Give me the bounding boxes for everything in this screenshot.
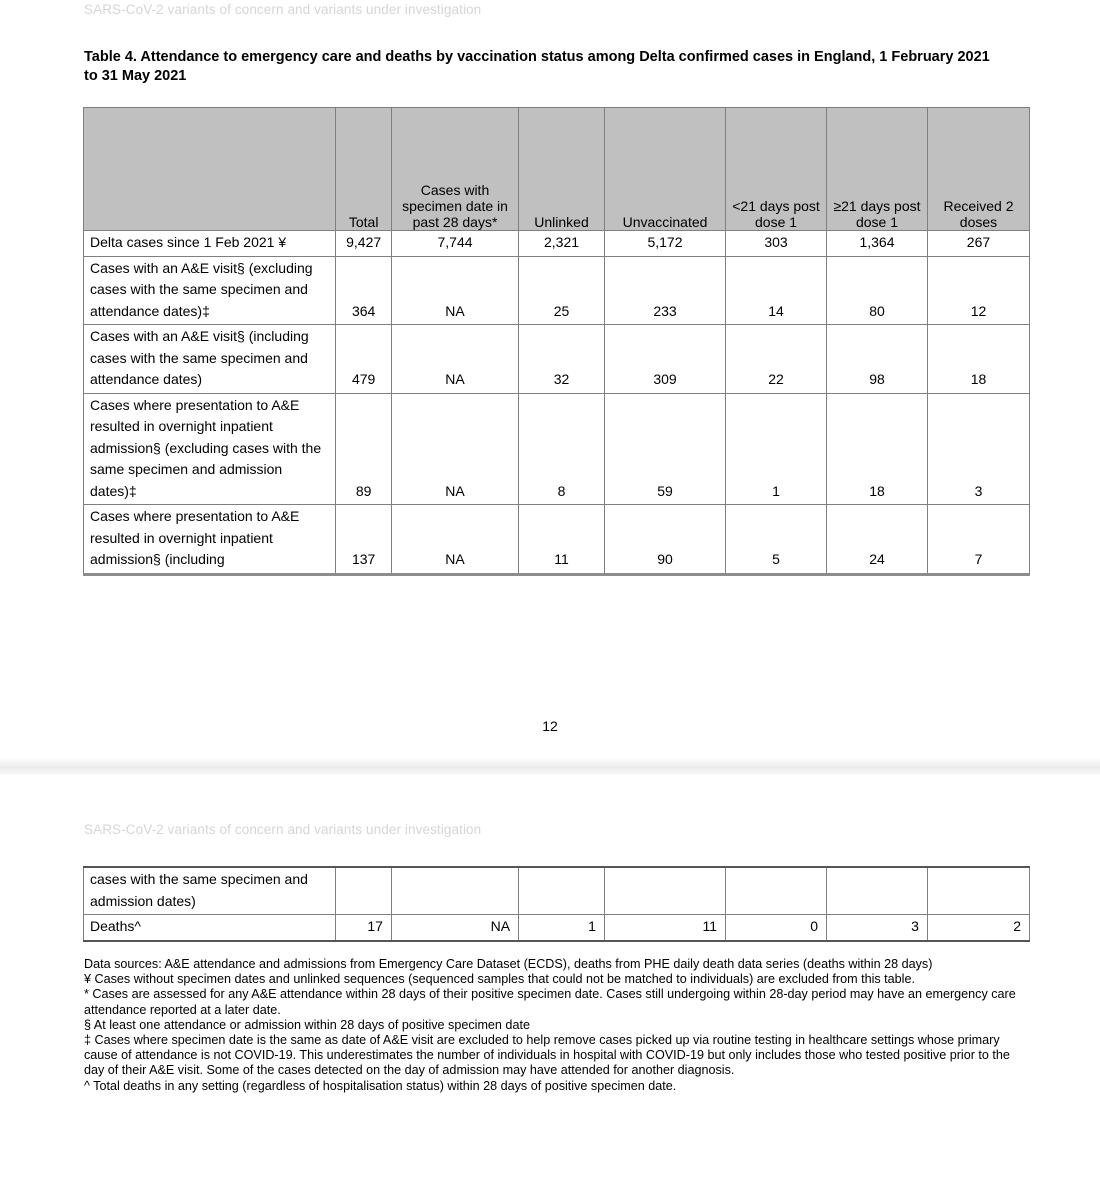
cell-specimen-28-days [391,867,518,915]
data-table-page-1 [83,107,1030,576]
cell-lt21-post-dose-1: 1 [726,393,827,505]
cell-received-2-doses: 2 [927,915,1029,941]
cell-ge21-post-dose-1: 3 [827,915,928,941]
footnote-yen: ¥ Cases without specimen dates and unlinked sequences (sequenced samples that could not be matched to individuals) are excluded from this table. [84,972,915,987]
cell-total: 17 [336,915,392,941]
cell-ge21-post-dose-1: 1,364 [827,231,928,257]
column-header-ge21-post-dose-1: ≥21 days post dose 1 [827,108,928,231]
cell-ge21-post-dose-1 [827,867,928,915]
cell-total: 89 [336,393,392,505]
cell-received-2-doses: 7 [927,505,1029,575]
footnote-section: § At least one attendance or admission within 28 days of positive specimen date [84,1017,530,1032]
cell-specimen-28-days: NA [391,915,518,941]
cell-unvaccinated: 11 [604,915,725,941]
cell-unlinked: 1 [519,915,605,941]
cell-received-2-doses: 18 [927,325,1029,394]
cell-unlinked: 25 [519,256,605,325]
column-header-unvaccinated: Unvaccinated [604,108,725,231]
cell-total: 137 [336,505,392,575]
row-label: Cases with an A&E visit§ (including cases with the same specimen and attendance dates) [84,325,336,394]
column-header-received-2-doses: Received 2 doses [927,108,1029,231]
table-row [84,915,1030,941]
cell-total: 9,427 [336,231,392,257]
table-body-page-2 [84,867,1030,941]
page-break-divider [0,758,1100,776]
cell-ge21-post-dose-1: 80 [827,256,928,325]
row-label: Cases where presentation to A&E resulted in overnight inpatient admission§ (excluding cases with the same specimen and admission dates)‡ [84,393,336,505]
cell-unlinked [519,867,605,915]
cell-unvaccinated: 309 [604,325,725,394]
footnote-data-sources: Data sources: A&E attendance and admissions from Emergency Care Dataset (ECDS), deaths from PHE daily death data series (deaths within 28 days) [84,957,933,971]
cell-unlinked: 2,321 [519,231,605,257]
running-header: SARS-CoV-2 variants of concern and variants under investigation [84,822,482,837]
row-label: Cases with an A&E visit§ (excluding cases with the same specimen and attendance dates)‡ [84,256,336,325]
page-number: 12 [542,718,558,734]
table-row [84,231,1030,257]
table-row [84,256,1030,325]
table-body-page-1 [84,231,1030,575]
cell-lt21-post-dose-1: 0 [726,915,827,941]
cell-ge21-post-dose-1: 18 [827,393,928,505]
cell-total: 479 [336,325,392,394]
cell-unlinked: 32 [519,325,605,394]
running-header: SARS-CoV-2 variants of concern and variants under investigation [84,2,482,17]
row-label: Cases where presentation to A&E resulted in overnight inpatient admission§ (including [84,505,336,575]
footnote-caret: ^ Total deaths in any setting (regardless of hospitalisation status) within 28 days of positive specimen date. [84,1078,677,1093]
cell-received-2-doses: 267 [927,231,1029,257]
cell-unvaccinated: 90 [604,505,725,575]
cell-unvaccinated: 59 [604,393,725,505]
cell-specimen-28-days: NA [391,393,518,505]
cell-total [336,867,392,915]
cell-lt21-post-dose-1: 303 [726,231,827,257]
row-label: Deaths^ [84,915,336,941]
column-header-label [84,108,336,231]
cell-received-2-doses: 3 [927,393,1029,505]
cell-unlinked: 8 [519,393,605,505]
table-row [84,325,1030,394]
cell-ge21-post-dose-1: 98 [827,325,928,394]
cell-lt21-post-dose-1 [726,867,827,915]
column-header-total: Total [336,108,392,231]
cell-unlinked: 11 [519,505,605,575]
row-label: Delta cases since 1 Feb 2021 ¥ [84,231,336,257]
data-table-page-2 [83,866,1030,942]
footnote-asterisk: * Cases are assessed for any A&E attendance within 28 days of their positive specimen date. Cases still undergoing within 28-day period may have an emergency care attendance reported at a later date. [84,987,1016,1017]
cell-lt21-post-dose-1: 5 [726,505,827,575]
table-header [84,108,1030,231]
column-header-specimen-28-days: Cases with specimen date in past 28 days* [391,108,518,231]
table-row [84,393,1030,505]
table-caption: Table 4. Attendance to emergency care and deaths by vaccination status among Delta confirmed cases in England, 1 February 2021 to 31 May 2021 [84,49,990,84]
cell-received-2-doses [927,867,1029,915]
column-header-unlinked: Unlinked [519,108,605,231]
cell-ge21-post-dose-1: 24 [827,505,928,575]
cell-unvaccinated: 233 [604,256,725,325]
cell-specimen-28-days: NA [391,505,518,575]
row-label: cases with the same specimen and admission dates) [84,867,336,915]
cell-received-2-doses: 12 [927,256,1029,325]
cell-lt21-post-dose-1: 22 [726,325,827,394]
cell-specimen-28-days: 7,744 [391,231,518,257]
table-row [84,867,1030,915]
cell-lt21-post-dose-1: 14 [726,256,827,325]
footnote-double-dagger: ‡ Cases where specimen date is the same as date of A&E visit are excluded to help remove cases picked up via routine testing in healthcare settings whose primary cause of attendance is not COVID-19. This underestimates the number of individuals in hospital with COVID-19 but only includes those who tested positive prior to the day of their A&E visit. Some of the cases detected on the day of admission may have attended for another diagnosis. [84,1033,1010,1078]
table-row [84,505,1030,575]
cell-specimen-28-days: NA [391,325,518,394]
table-header-row [84,108,1030,231]
cell-unvaccinated: 5,172 [604,231,725,257]
column-header-lt21-post-dose-1: <21 days post dose 1 [726,108,827,231]
cell-unvaccinated [604,867,725,915]
table-footnotes [84,957,1032,1094]
cell-specimen-28-days: NA [391,256,518,325]
cell-total: 364 [336,256,392,325]
